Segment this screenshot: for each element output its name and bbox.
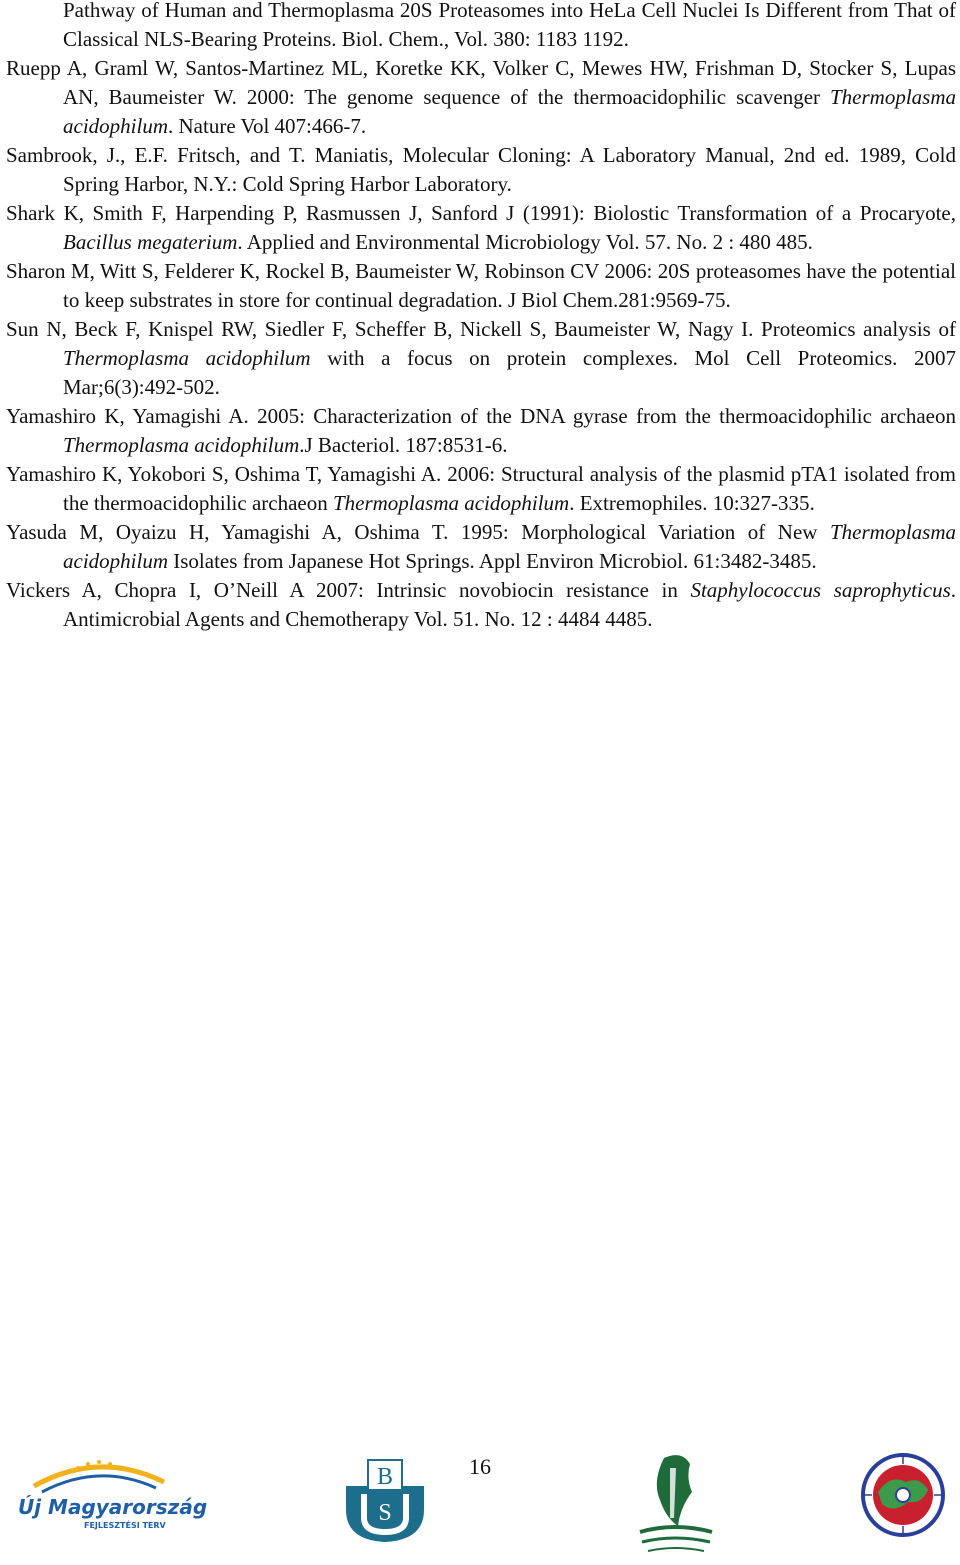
logo-wordmark: Új Magyarország [18,1495,208,1519]
species-name: Staphylococcus saprophyticus [690,578,951,602]
reference-text: Sambrook, J., E.F. Fritsch, and T. Maniatis, Molecular Cloning: A Laboratory Manual, 2nd ed. 1989, Cold Spring Harbor, N.Y.: Cold Spring Harbor Laboratory. [6,143,956,196]
reference-text: .J Bacteriol. 187:8531-6. [299,433,508,457]
reference-text: with a focus on protein complexes. Mol Cell Proteomics. 2007 Mar;6(3):492-502. [63,346,957,399]
reference-text: Shark K, Smith F, Harpending P, Rasmussen J, Sanford J (1991): Biolostic Transformation of a Procaryote, [6,201,956,225]
reference-entry [6,199,956,257]
species-name: Thermoplasma acidophilum [63,433,300,457]
reference-text: Yamashiro K, Yamagishi A. 2005: Characterization of the DNA gyrase from the thermoacidophilic archaeon [6,404,956,428]
species-name: Bacillus megaterium [63,230,238,254]
svg-text:B: B [376,1464,394,1490]
reference-text: Yasuda M, Oyaizu H, Yamagishi A, Oshima T. 1995: Morphological Variation of New [6,520,830,544]
reference-text: Vickers A, Chopra I, O’Neill A 2007: Intrinsic novobiocin resistance in [6,578,691,602]
reference-entry [6,518,956,576]
reference-text: . Antimicrobial Agents and Chemotherapy Vol. 51. No. 12 : 4484 4485. [63,578,956,631]
page-number: 16 [469,1454,491,1479]
species-name: Thermoplasma acidophilum [63,520,956,573]
university-crest-logo [340,1456,430,1544]
reference-entry [6,315,956,402]
species-name: Thermoplasma acidophilum [63,85,956,138]
reference-entry [6,576,956,634]
reference-text: Ruepp A, Graml W, Santos-Martinez ML, Koretke KK, Volker C, Mewes HW, Frishman D, Stocker S, Lupas AN, Baumeister W. 2000: The genome sequence of the thermoacidophilic scavenger [6,56,956,109]
reference-entry [6,141,956,199]
logo-subtitle: FEJLESZTÉSI TERV [84,1521,166,1530]
footer-logos [0,1440,960,1565]
uj-magyarorszag-logo [14,1452,208,1532]
reference-list [6,0,956,634]
svg-text:S: S [378,1500,392,1526]
reference-entry [6,54,956,141]
reference-text: Isolates from Japanese Hot Springs. Appl Environ Microbiol. 61:3482-3485. [168,549,817,573]
species-name: Thermoplasma acidophilum [332,491,570,515]
reference-entry [6,460,956,518]
species-name: Thermoplasma acidophilum [63,346,311,370]
reference-text: Sharon M, Witt S, Felderer K, Rockel B, Baumeister W, Robinson CV 2006: 20S proteasomes have the potential to keep substrates in store for continual degradation. J Biol Chem.281:9569-75. [6,259,956,312]
reference-text: Yamashiro K, Yokobori S, Oshima T, Yamagishi A. 2006: Structural analysis of the plasmid pTA1 isolated from the thermoacidophilic archaeon [6,462,956,515]
reference-entry [6,0,956,54]
reference-text: Pathway of Human and Thermoplasma 20S Proteasomes into HeLa Cell Nuclei Is Different from That of Classical NLS-Bearing Proteins. Biol. Chem., Vol. 380: 1183 1192. [63,0,956,51]
reference-text: Sun N, Beck F, Knispel RW, Siedler F, Scheffer B, Nickell S, Baumeister W, Nagy I. Proteomics analysis of [6,317,956,341]
reference-text: . Nature Vol 407:466-7. [168,114,367,138]
reference-text: . Applied and Environmental Microbiology Vol. 57. No. 2 : 480 485. [237,230,813,254]
reference-text: . Extremophiles. 10:327-335. [569,491,815,515]
reference-entry [6,402,956,460]
circular-seal-logo [860,1452,946,1538]
tree-emblem-logo [630,1448,720,1558]
reference-entry [6,257,956,315]
